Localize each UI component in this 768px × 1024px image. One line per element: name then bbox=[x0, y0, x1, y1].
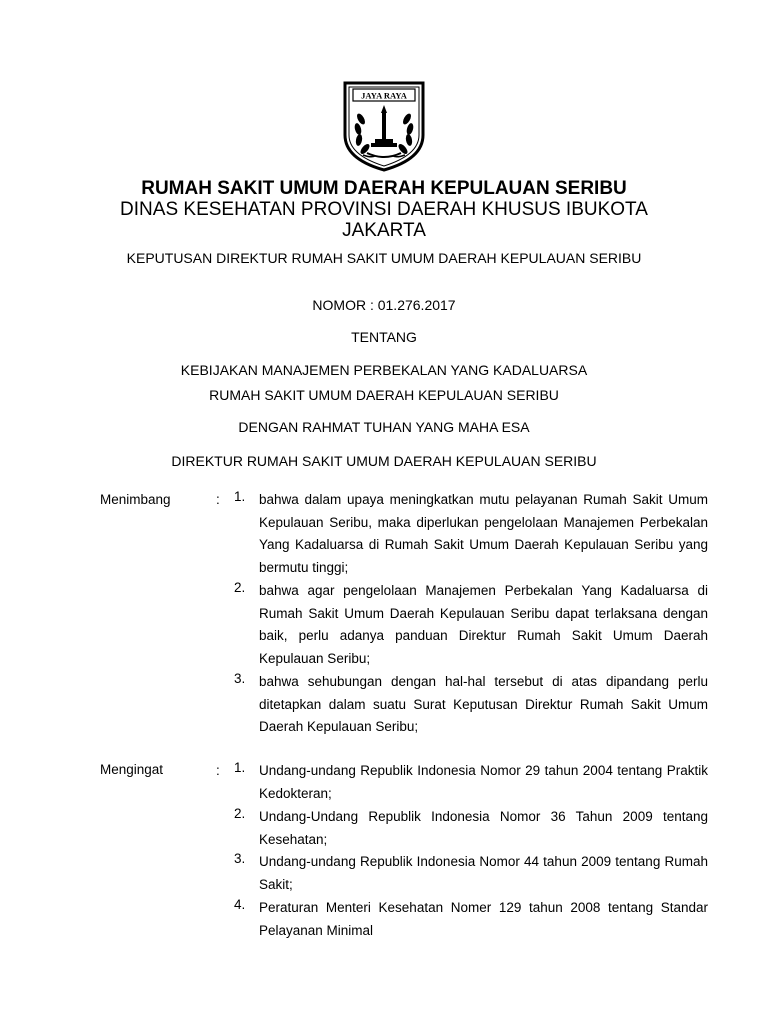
decree-subject-line-2: RUMAH SAKIT UMUM DAERAH KEPULAUAN SERIBU bbox=[209, 387, 559, 403]
item-text: bahwa agar pengelolaan Manajemen Perbekalan Yang Kadaluarsa di Rumah Sakit Umum Daerah Kepulauan Seribu dapat terlaksana dengan baik, perlu adanya panduan Direktur Rumah Sakit Umum Daerah Kepulauan Seribu; bbox=[259, 583, 708, 666]
mengingat-label: Mengingat bbox=[100, 762, 164, 777]
item-number: 1. bbox=[234, 760, 246, 775]
item-text: Undang-undang Republik Indonesia Nomor 44 tahun 2009 tentang Rumah Sakit; bbox=[259, 854, 708, 892]
direktur-line: DIREKTUR RUMAH SAKIT UMUM DAERAH KEPULAUAN SERIBU bbox=[171, 453, 597, 469]
jakarta-coat-of-arms-logo bbox=[341, 79, 427, 173]
menimbang-colon: : bbox=[216, 492, 220, 507]
decree-subject-line-1: KEBIJAKAN MANAJEMEN PERBEKALAN YANG KADALUARSA bbox=[180, 362, 588, 378]
coat-of-arms-icon bbox=[341, 79, 427, 173]
hospital-name-heading: RUMAH SAKIT UMUM DAERAH KEPULAUAN SERIBU bbox=[141, 178, 627, 199]
item-number: 3. bbox=[234, 671, 246, 686]
mengingat-colon: : bbox=[216, 763, 220, 778]
svg-text:JAYA RAYA: JAYA RAYA bbox=[361, 90, 407, 101]
decree-number: NOMOR : 01.276.2017 bbox=[312, 297, 456, 313]
item-text: bahwa dalam upaya meningkatkan mutu pelayanan Rumah Sakit Umum Kepulauan Seribu, maka diperlukan pengelolaan Manajemen Perbekalan Yang Kadaluarsa di Rumah Sakit Umum Daerah Kepulauan Seribu yang bermutu tinggi; bbox=[259, 492, 708, 575]
item-number: 4. bbox=[234, 897, 246, 912]
tentang-label: TENTANG bbox=[351, 329, 417, 345]
rahmat-line: DENGAN RAHMAT TUHAN YANG MAHA ESA bbox=[238, 419, 530, 435]
item-text: Peraturan Menteri Kesehatan Nomer 129 tahun 2008 tentang Standar Pelayanan Minimal bbox=[259, 900, 708, 938]
item-number: 3. bbox=[234, 851, 246, 866]
decree-title: KEPUTUSAN DIREKTUR RUMAH SAKIT UMUM DAERAH KEPULAUAN SERIBU bbox=[126, 250, 642, 266]
item-text: Undang-undang Republik Indonesia Nomor 29 tahun 2004 tentang Praktik Kedokteran; bbox=[259, 763, 708, 801]
item-number: 2. bbox=[234, 806, 246, 821]
menimbang-label: Menimbang bbox=[100, 492, 171, 507]
item-text: bahwa sehubungan dengan hal-hal tersebut di atas dipandang perlu ditetapkan dalam suatu Surat Keputusan Direktur Rumah Sakit Umum Daerah Kepulauan Seribu; bbox=[259, 674, 708, 734]
item-number: 1. bbox=[234, 489, 246, 504]
item-text: Undang-Undang Republik Indonesia Nomor 36 Tahun 2009 tentang Kesehatan; bbox=[259, 809, 708, 847]
item-number: 2. bbox=[234, 580, 246, 595]
agency-name-heading: DINAS KESEHATAN PROVINSI DAERAH KHUSUS IBUKOTA JAKARTA bbox=[120, 199, 648, 241]
